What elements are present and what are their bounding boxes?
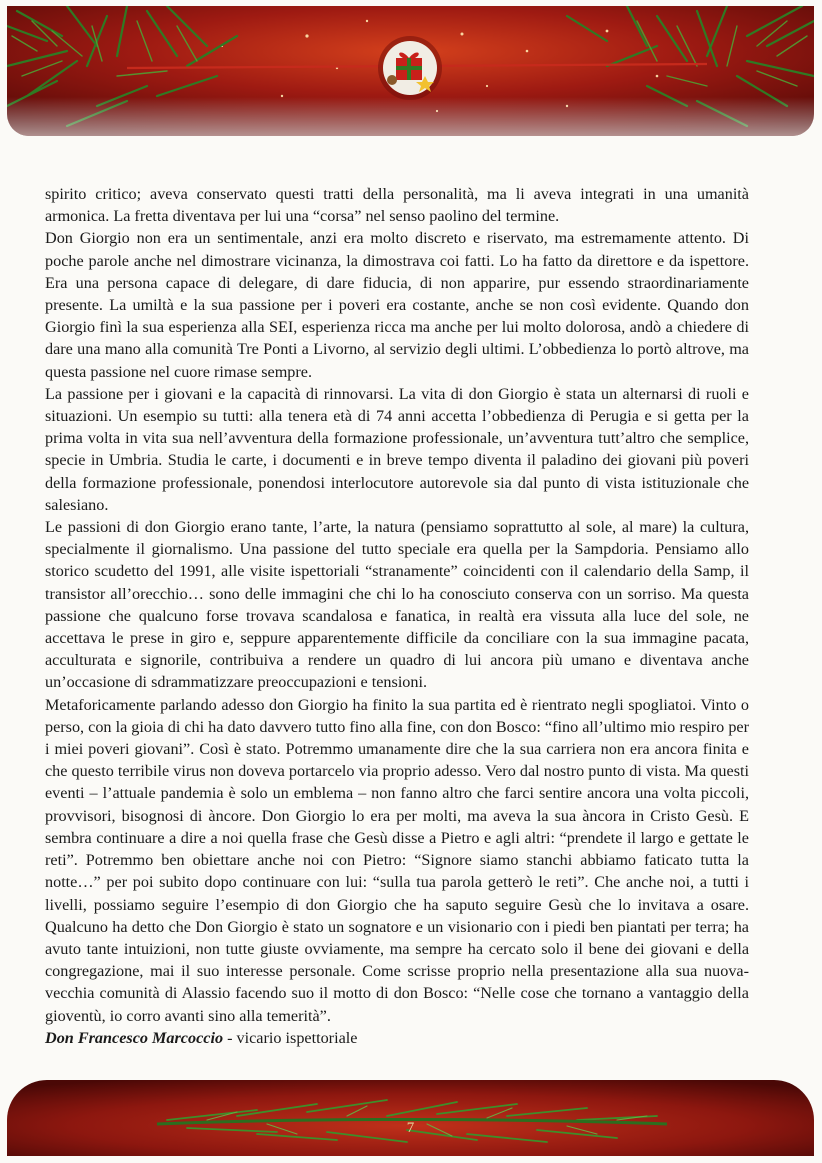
page-number: 7: [406, 1120, 415, 1136]
signature: [45, 1027, 749, 1049]
pine-branches-illustration: [7, 6, 814, 136]
author-role: - vicario ispettoriale: [223, 1028, 358, 1047]
christmas-header-banner: [7, 6, 814, 136]
paragraph: Metaforicamente parlando adesso don Giorgio ha finito la sua partita ed è rientrato negli spogliatoi. Vinto o perso, con la gioia di chi ha dato davvero tutto fino alla fine, con don Bosco: “fino all’ultimo mio respiro per i miei poveri giovani”. Così è stato. Potremmo umanamente dire che la sua carriera non era ancora finita e che questo terribile virus non doveva portarcelo via proprio adesso. Vero dal nostro punto di vista. Ma questi eventi – l’attuale pandemia è solo un emblema – non fanno altro che farci sentire ancora una volta piccoli, provvisori, bisognosi di àncore. Don Giorgio lo era per molti, ma aveva la sua àncora in Cristo Gesù. E sembra continuare a dire a noi quella frase che Gesù disse a Pietro e agli altri: “prendete il largo e gettate le reti”. Potremmo ben obiettare anche noi con Pietro: “Signore siamo stanchi abbiamo faticato tutta la notte…” per poi subito dopo continuare con lui: “sulla tua parola getterò le reti”. Che anche noi, a tutti i livelli, possiamo seguire l’esempio di don Giorgio che ha saputo seguire Gesù che lo invitava a osare. Qualcuno ha detto che Don Giorgio è stato un sognatore e un visionario con i piedi ben piantati per terra; ha avuto tante intuizioni, non tutte giuste ovviamente, ma sempre ha cercato solo il bene dei giovani e della congregazione, mai il suo interesse personale. Come scrisse proprio nella presentazione alla sua nuova-vecchia comunità di Alassio facendo suo il motto di don Bosco: “Nelle cose che tornano a vantaggio della gioventù, io corro avanti sino alla temerità”.: [45, 695, 749, 1025]
article-body: [45, 183, 749, 1049]
author-name: Don Francesco Marcoccio: [45, 1028, 224, 1047]
pine-garland-illustration: [7, 1080, 814, 1156]
paragraph: spirito critico; aveva conservato questi tratti della personalità, ma li aveva integrati in una umanità armonica. La fretta diventava per lui una “corsa” nel senso paolino del termine.: [45, 185, 749, 226]
paragraph: Le passioni di don Giorgio erano tante, l’arte, la natura (pensiamo soprattutto al sole, al mare) la cultura, specialmente il giornalismo. Una passione del tutto speciale era quella per la Sampdoria. Pensiamo allo storico scudetto del 1991, alle visite ispettoriali “stranamente” coincidenti con il calendario della Samp, il transistor all’orecchio… sono delle immagini che chi lo ha conosciuto conserva con un sorriso. Ma questa passione che qualcuno forse trovava scandalosa e fanatica, in realtà era vissuta alla luce del sole, ne accettava le prese in giro e, seppure apparentemente difficile da conciliare con la sua immagine pacata, acculturata e signorile, contribuiva a rendere un quadro di lui ancora più umano e diventava anche un’occasione di sdrammatizzare preoccupazioni e tensioni.: [45, 518, 749, 692]
paragraph: Don Giorgio non era un sentimentale, anzi era molto discreto e riservato, ma estremamente attento. Di poche parole anche nel dimostrare vicinanza, la dimostrava coi fatti. Lo ha fatto da direttore e da ispettore. Era una persona capace di delegare, di dare fiducia, di non apparire, pur essendo straordinariamente presente. La umiltà e la sua passione per i poveri era costante, anche se non così evidente. Quando don Giorgio finì la sua esperienza alla SEI, esperienza ricca ma anche per lui molto dolorosa, andò a chiedere di dare una mano alla comunità Tre Ponti a Livorno, al servizio degli ultimi. L’obbedienza lo portò altrove, ma questa passione nel cuore rimase sempre.: [45, 229, 749, 381]
paragraph: La passione per i giovani e la capacità di rinnovarsi. La vita di don Giorgio è stata un alternarsi di ruoli e situazioni. Un esempio su tutti: alla tenera età di 74 anni accetta l’obbedienza di Perugia e si getta per la prima volta in vita sua nell’avventura della formazione professionale, un’avventura tutt’altro che semplice, specie in Umbria. Studia le carte, i documenti e in breve tempo diventa il paladino dei giovani più poveri della formazione professionale, ponendosi interlocutore autorevole sia dal punto di vista istituzionale che salesiano.: [45, 384, 749, 514]
christmas-footer-banner: [7, 1080, 814, 1156]
